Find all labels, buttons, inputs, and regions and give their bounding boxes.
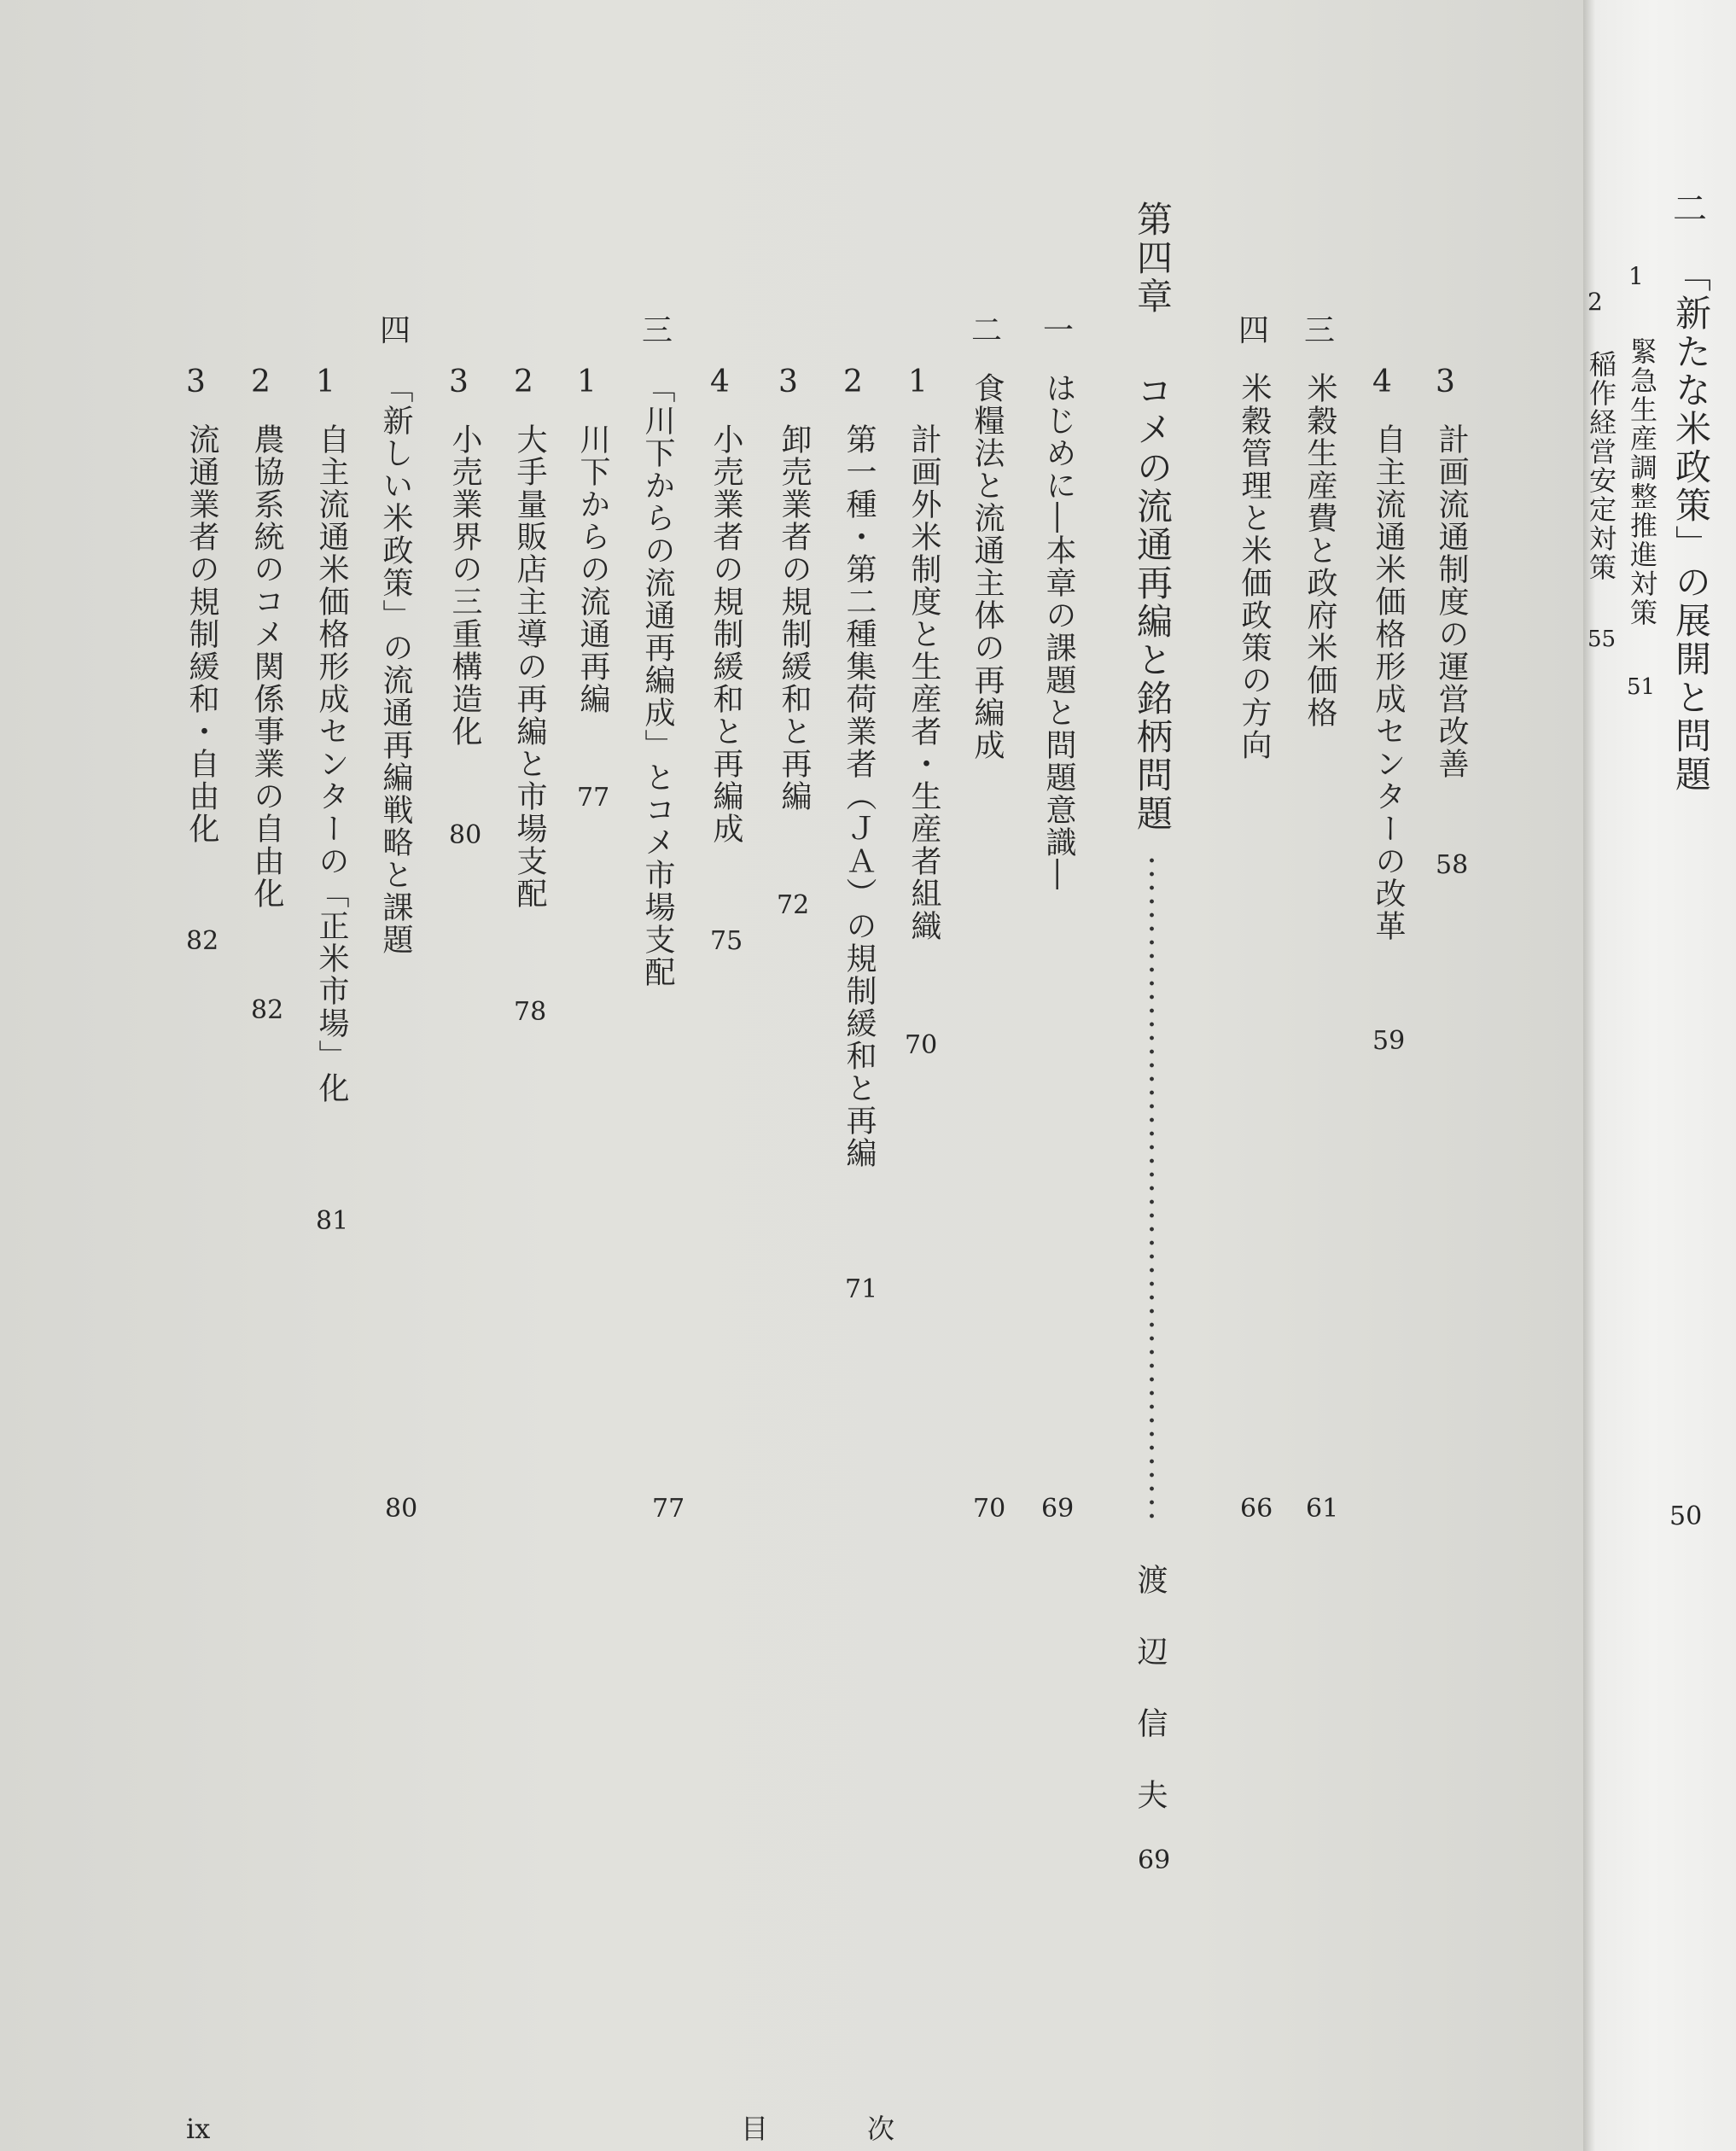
entry-label: 3 (186, 364, 206, 399)
entry-page-number: 61 (1306, 1494, 1339, 1524)
entry-title: 稲作経営安定対策 (1585, 350, 1617, 582)
entry-page-number: 77 (652, 1494, 685, 1524)
entry-title: 自主流通米価格形成センターの「正米市場」化 (314, 423, 349, 1105)
entry-title: 流通業者の規制緩和・自由化 (184, 423, 219, 845)
facing-page-edge (1583, 0, 1736, 2151)
entry-title: 卸売業者の規制緩和と再編 (777, 423, 812, 813)
entry-page-number: 66 (1240, 1494, 1273, 1524)
entry-label: 三 (1304, 313, 1336, 348)
chapter-label: 第四章 (1132, 201, 1174, 316)
entry-title: 大手量販店主導の再編と市場支配 (512, 423, 547, 910)
entry-label: 2 (1587, 288, 1603, 316)
entry-title: 「新たな米政策」の展開と問題 (1670, 256, 1712, 794)
entry-title: 食糧法と流通主体の再編成 (970, 372, 1005, 761)
entry-label: 二 (1673, 189, 1707, 229)
entry-label: 三 (642, 313, 673, 348)
entry-label: 1 (1628, 262, 1644, 290)
entry-page-number: 55 (1587, 627, 1617, 652)
entry-label: 2 (843, 364, 863, 399)
entry-page-number: 82 (251, 995, 284, 1025)
entry-label: 3 (778, 364, 798, 399)
entry-page-number: 80 (385, 1494, 418, 1524)
entry-title: 緊急生産調整推進対策 (1626, 337, 1658, 627)
entry-label: 四 (1238, 313, 1270, 348)
entry-page-number: 58 (1436, 850, 1469, 880)
entry-title: 計画外米制度と生産者・生産者組織 (906, 423, 941, 942)
entry-page-number: 70 (905, 1030, 938, 1060)
entry-title: 米穀管理と米価政策の方向 (1237, 372, 1272, 761)
entry-title: 自主流通米価格形成センターの改革 (1371, 423, 1406, 942)
entry-page-number: 75 (710, 926, 743, 956)
entry-page-number: 78 (514, 997, 547, 1027)
entry-title: 川下からの流通再編 (575, 423, 610, 715)
entry-label: 四 (380, 313, 411, 348)
chapter-title: コメの流通再編と銘柄問題 (1132, 372, 1174, 833)
entry-title: 第一種・第二種集荷業者（ＪＡ）の規制緩和と再編 (842, 423, 877, 1169)
entry-title: 「川下からの流通再編成」とコメ市場支配 (640, 372, 675, 988)
entry-page-number: 71 (845, 1274, 878, 1304)
entry-page-number: 70 (973, 1494, 1006, 1524)
entry-label: 1 (577, 364, 597, 399)
entry-title: 小売業者の規制緩和と再編成 (708, 423, 743, 845)
entry-label: 1 (316, 364, 335, 399)
entry-title: はじめに―本章の課題と問題意識― (1041, 372, 1076, 891)
entry-label: 4 (1372, 364, 1392, 399)
entry-title: 農協系統のコメ関係事業の自由化 (249, 423, 284, 910)
running-head: 目 (741, 2113, 769, 2145)
entry-page-number: 81 (316, 1206, 349, 1236)
entry-label: 1 (908, 364, 928, 399)
entry-label: 3 (449, 364, 469, 399)
entry-title: 「新しい米政策」の流通再編戦略と課題 (378, 372, 413, 956)
entry-page-number: 77 (577, 783, 610, 813)
entry-title: 米穀生産費と政府米価格 (1302, 372, 1337, 729)
leader-dots (1149, 854, 1155, 1519)
chapter-author: 渡辺信夫 (1133, 1564, 1168, 1851)
entry-page-number: 80 (449, 820, 482, 850)
running-head: 次 (867, 2113, 895, 2145)
entry-label: 二 (971, 313, 1003, 348)
entry-label: 一 (1043, 313, 1075, 348)
entry-title: 計画流通制度の運営改善 (1434, 423, 1469, 780)
entry-page-number: 82 (186, 926, 219, 956)
chapter-page-number: 69 (1138, 1845, 1171, 1875)
entry-page-number: 50 (1669, 1501, 1703, 1531)
entry-label: 2 (514, 364, 533, 399)
entry-page-number: 72 (777, 890, 810, 920)
entry-title: 小売業界の三重構造化 (447, 423, 482, 748)
entry-label: 2 (251, 364, 271, 399)
entry-page-number: 51 (1627, 674, 1656, 700)
entry-label: 4 (710, 364, 730, 399)
entry-label: 3 (1436, 364, 1455, 399)
entry-page-number: 69 (1041, 1494, 1075, 1524)
page-number: ix (186, 2113, 211, 2145)
entry-page-number: 59 (1372, 1026, 1406, 1056)
